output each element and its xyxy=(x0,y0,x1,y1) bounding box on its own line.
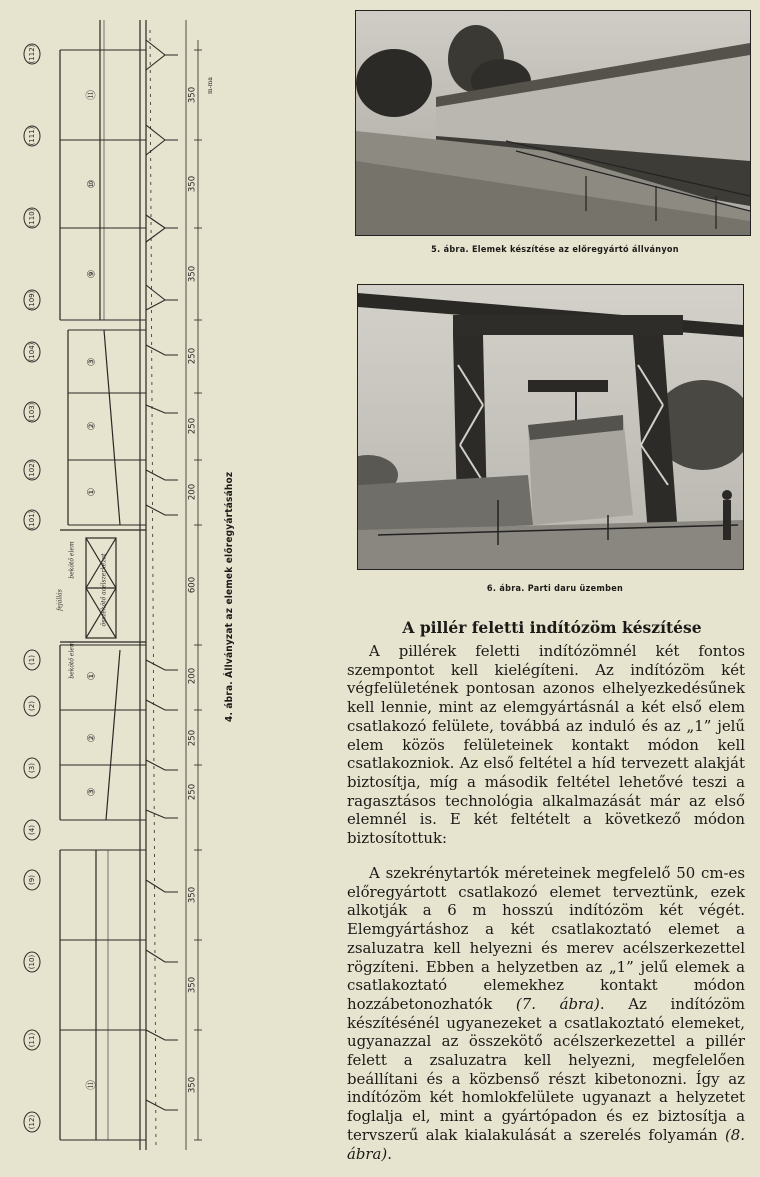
dimension-label: 600 xyxy=(187,576,198,594)
dimension-label: 200 xyxy=(187,483,198,501)
elements-on-scaffold-photo xyxy=(356,11,750,235)
element-number: ① xyxy=(86,671,98,681)
dimension-label: 250 xyxy=(187,729,198,747)
paragraph-2-middle: . Az indítózöm készítésénél ugyanezeket a csatlakoztató elemeket, ugyanazzal az összekötő acélszerkezettel a pillér felett a zsaluzatra kell helyezni, megfelelően beállítani és a közbenső részt kibetonozni. Így az indítózöm két homlokfelülete ugyanazt a helyzetet foglalja el, mint a gyártópadon és ez biztosítja a tervszerű alak kialakulását a szerelés folyamán xyxy=(347,994,745,1144)
segment-label: (12) xyxy=(28,1114,36,1130)
figure-5-photo xyxy=(355,10,751,236)
figure-7-reference: (7. ábra) xyxy=(515,994,600,1013)
segment-label: (9) xyxy=(28,875,36,885)
dimension-label: 250 xyxy=(187,783,198,801)
segment-label: (104) xyxy=(28,342,36,362)
segment-label: (10) xyxy=(28,954,36,970)
dimension-label: 350 xyxy=(187,175,198,193)
segment-label: (11) xyxy=(28,1032,36,1048)
drawing-scale-mark: m-ma xyxy=(207,77,214,95)
side-label: bekötő elem xyxy=(68,641,76,679)
element-number: ② xyxy=(86,733,98,743)
figure-4-caption: 4. ábra. Állványzat az elemek előregyártásához xyxy=(224,471,235,723)
segment-label: (110) xyxy=(28,208,36,228)
paragraph-2 xyxy=(347,864,745,1163)
side-label: összekötő acélszerkezet xyxy=(100,553,108,627)
dimension-label: 350 xyxy=(187,976,198,994)
element-number: ⑩ xyxy=(86,179,98,189)
segment-label: (103) xyxy=(28,402,36,422)
figure-5-caption: 5. ábra. Elemek készítése az előregyártó állványon xyxy=(431,245,679,255)
element-number: ⑪ xyxy=(86,90,98,100)
segment-label: (109) xyxy=(28,290,36,310)
figure-8-reference: (8. ábra) xyxy=(347,1125,745,1163)
dimension-label: 350 xyxy=(187,265,198,283)
gantry-crane-photo xyxy=(358,285,743,569)
segment-label: (4) xyxy=(28,825,36,835)
element-number: ① xyxy=(86,487,98,497)
segment-label: (102) xyxy=(28,460,36,480)
scaffold-elevation-drawing xyxy=(0,0,240,1173)
paragraph-2-main: A szekrénytartók méreteinek megfelelő 50 cm-es előregyártott csatlakozó elemet terveztünk, ezek alkotják a 6 m hosszú indítózöm két végét. Elemgyártáshoz a két csatlakoztató elemet a zsaluzatra kell helyezni és merev acélszerkezettel rögzíteni. Ebben a helyzetben az „1” jelű elemek a csatlakoztató elemekhez kontakt módon hozzábetonozhatók xyxy=(347,864,745,1013)
paragraph-2-end: . xyxy=(387,1144,392,1163)
element-number: ② xyxy=(86,421,98,431)
segment-label: (111) xyxy=(28,126,36,146)
segment-label: (3) xyxy=(28,763,36,773)
side-label: bekötő elem xyxy=(68,541,76,579)
paragraph-1: A pillérek feletti indítózömnél két fontos szempontot kell kielégíteni. Az indítózöm két végfelületének pontosan azonos elhelyezkedésűnek kell lennie, mint az elemgyártásnál a két első elem csatlakozó felülete, továbbá az induló és az „1” jelű elem közös felületeinek kontakt módon kell csatlakozniok. Az első feltétel a híd tervezett alakját biztosítja, míg a második feltétel lehetővé teszi a ragasztásos technológia alkalmazását már az első elemnél is. E két feltételt a következő módon biztosítottuk: xyxy=(347,642,745,848)
dimension-label: 250 xyxy=(187,347,198,365)
dimension-label: 350 xyxy=(187,1076,198,1094)
element-number: ⑨ xyxy=(86,269,98,279)
side-label: fejállás xyxy=(56,589,64,611)
element-number: ③ xyxy=(86,357,98,367)
dimension-label: 250 xyxy=(187,417,198,435)
figure-6-caption: 6. ábra. Parti daru üzemben xyxy=(486,584,624,594)
dimension-label: 200 xyxy=(187,667,198,685)
segment-label: (2) xyxy=(28,701,36,711)
segment-label: (1) xyxy=(28,655,36,665)
segment-label: (112) xyxy=(28,44,36,64)
dimension-label: 350 xyxy=(187,886,198,904)
segment-label: (101) xyxy=(28,510,36,530)
figure-4-drawing xyxy=(0,0,240,1173)
element-number: ⑪ xyxy=(86,1080,98,1090)
section-title: A pillér feletti indítózöm készítése xyxy=(402,618,702,637)
figure-6-photo xyxy=(357,284,744,570)
element-number: ③ xyxy=(86,787,98,797)
dimension-label: 350 xyxy=(187,86,198,104)
